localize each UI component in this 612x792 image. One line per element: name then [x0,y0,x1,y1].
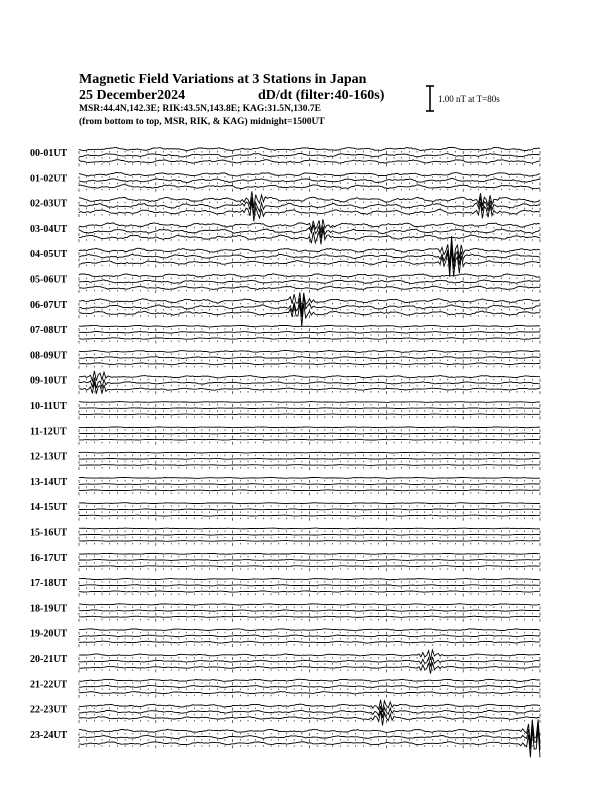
station-trace [79,679,540,681]
station-trace [79,629,540,631]
station-trace [79,635,540,637]
hour-label: 18-19UT [30,603,68,615]
station-trace [79,528,540,529]
hour-row [30,325,540,343]
hour-row [30,371,540,394]
hour-label: 06-07UT [30,299,68,311]
station-trace [79,178,540,182]
hour-row [30,401,540,419]
hour-row [30,502,540,520]
hour-label: 01-02UT [30,173,68,185]
hour-row [30,553,540,571]
hourly-rows [30,147,540,757]
hour-row [30,426,540,444]
hour-row [30,578,540,596]
station-trace [79,503,540,504]
hour-label: 13-14UT [30,476,68,488]
station-trace [79,219,540,232]
hour-label: 04-05UT [30,249,68,261]
hour-label: 07-08UT [30,325,68,337]
hour-label: 03-04UT [30,223,68,235]
station-trace [79,452,540,453]
hour-label: 15-16UT [30,527,68,539]
station-trace [79,338,540,340]
hour-label: 12-13UT [30,451,68,463]
hour-label: 05-06UT [30,274,68,286]
hour-row [30,219,540,244]
station-trace [79,147,540,151]
hour-row [30,236,540,276]
station-trace [79,534,540,535]
station-order-note: (from bottom to top, MSR, RIK, & KAG) midnight=1500UT [79,117,325,127]
station-trace [79,274,540,277]
hour-row [30,679,540,698]
station-trace [79,357,540,359]
hour-row [30,292,540,326]
chart-title: Magnetic Field Variations at 3 Stations in Japan [79,72,367,87]
station-trace [79,433,540,434]
hour-label: 19-20UT [30,628,68,640]
hour-row [30,274,540,293]
hour-label: 02-03UT [30,198,68,210]
hour-row [30,191,540,221]
hour-row [30,173,540,192]
station-trace [79,560,540,561]
station-trace [79,402,540,403]
hour-label: 09-10UT [30,375,68,387]
station-trace [79,303,540,326]
station-trace [79,414,540,415]
hour-row [30,719,540,757]
scale-bar-label: 1.00 nT at T=80s [438,94,500,104]
station-trace [79,566,540,567]
station-trace [79,465,540,466]
station-trace [79,591,540,592]
hour-label: 00-01UT [30,148,68,159]
station-trace [79,604,540,605]
hour-label: 10-11UT [30,401,67,412]
station-trace [79,541,540,542]
station-trace [79,363,540,365]
station-trace [79,515,540,516]
station-trace [79,484,540,485]
hour-row [30,452,540,470]
station-trace [79,490,540,491]
station-trace [79,579,540,580]
station-trace [79,711,540,726]
hour-row [30,629,540,647]
hour-label: 17-18UT [30,578,68,590]
station-trace [79,477,540,478]
station-trace [79,332,540,334]
station-trace [79,685,540,687]
station-trace [79,325,540,327]
station-trace [79,509,540,510]
station-trace [79,458,540,459]
hour-label: 16-17UT [30,552,68,564]
station-trace [79,553,540,554]
hour-label: 14-15UT [30,502,68,514]
chart-filter: dD/dt (filter:40-160s) [258,88,385,103]
hour-row [30,700,540,726]
station-trace [79,350,540,352]
station-trace [79,173,540,177]
station-trace [79,439,540,440]
scale-bar [426,86,434,111]
station-trace [79,641,540,643]
hour-label: 20-21UT [30,654,68,665]
hour-row [30,528,540,546]
station-trace [79,585,540,586]
chart-date: 25 December2024 [79,88,186,103]
station-trace [79,408,540,409]
station-trace [79,610,540,611]
station-trace [79,427,540,428]
hour-row [30,350,540,368]
hour-row [30,477,540,495]
hour-row [30,147,540,166]
station-trace [79,616,540,617]
hour-label: 11-12UT [30,426,67,438]
station-list: MSR:44.4N,142.3E; RIK:43.5N,143.8E; KAG:31.5N,130.7E [79,104,321,114]
hour-label: 23-24UT [30,729,68,741]
hour-label: 21-22UT [30,679,68,691]
hour-label: 22-23UT [30,704,68,716]
hour-row [30,650,540,674]
station-trace [79,160,540,164]
hour-label: 08-09UT [30,350,68,362]
hour-row [30,603,540,621]
station-trace [79,692,540,694]
